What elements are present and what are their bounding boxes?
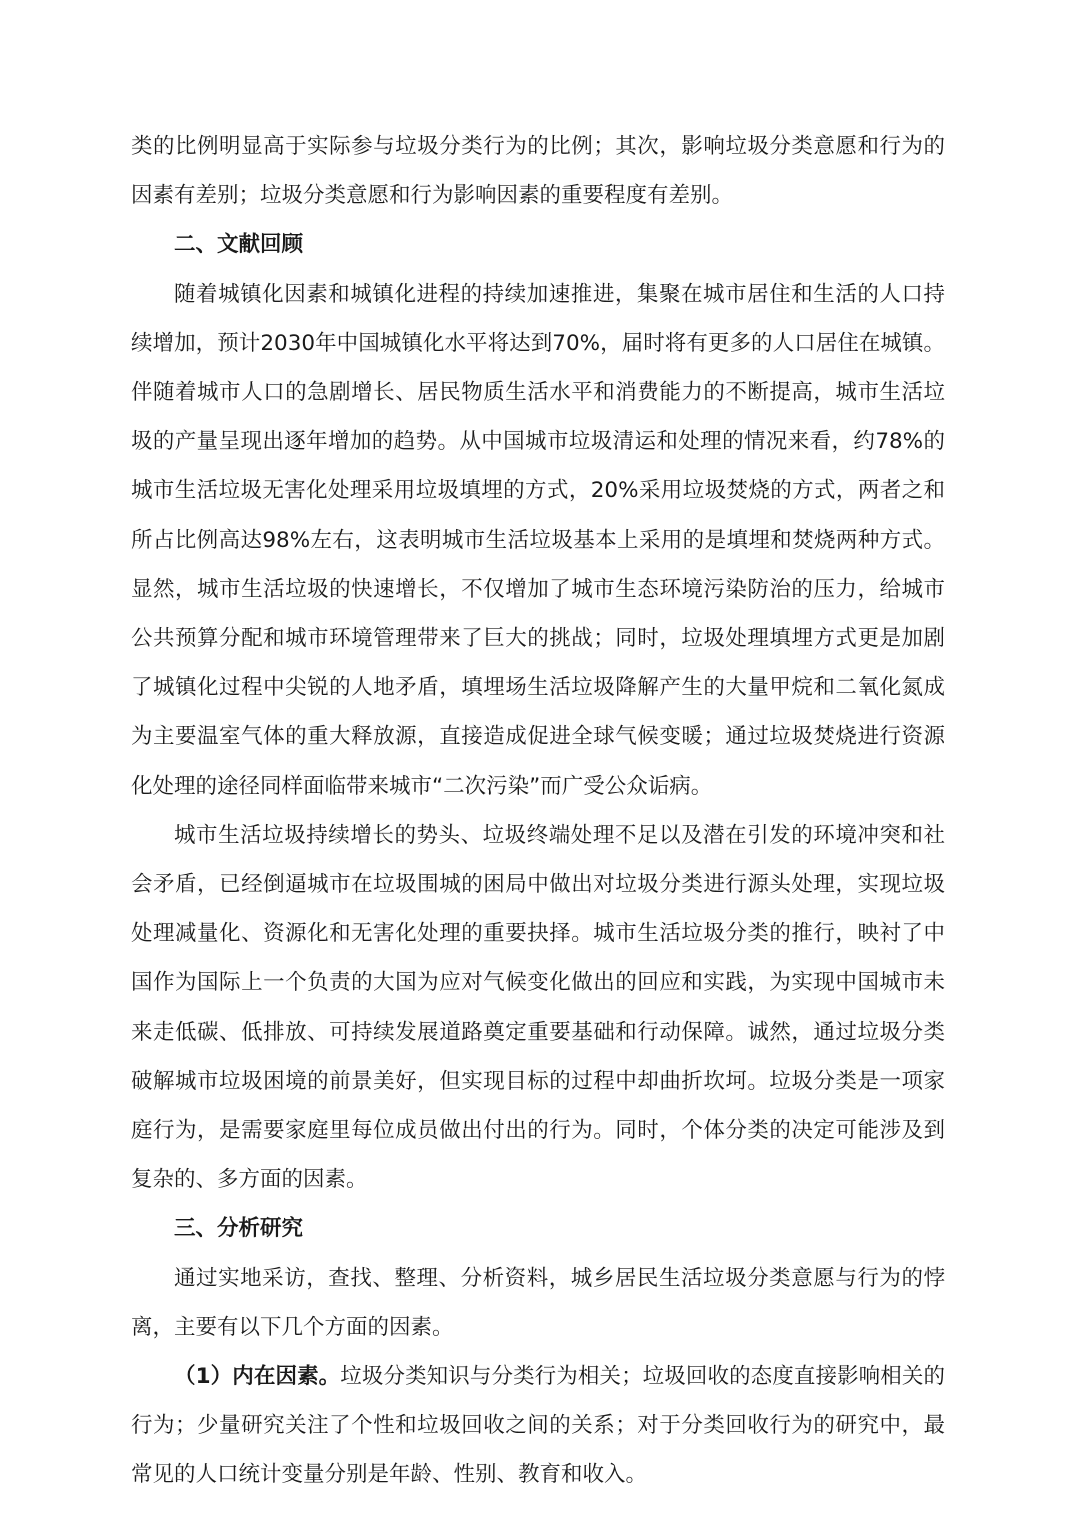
document-body <box>131 122 945 1500</box>
paragraph-internal-factors <box>131 1352 945 1500</box>
paragraph-continued: 类的比例明显高于实际参与垃圾分类行为的比例；其次，影响垃圾分类意愿和行为的因素有差别；垃圾分类意愿和行为影响因素的重要程度有差别。 <box>131 134 945 209</box>
internal-factors-lead: （1）内在因素。 <box>174 1364 341 1390</box>
internal-factors-text: 垃圾分类知识与分类行为相关；垃圾回收的态度直接影响相关的行为；少量研究关注了个性和垃圾回收之间的关系；对于分类回收行为的研究中，最常见的人口统计变量分别是年龄、性别、教育和收入。 <box>131 1364 945 1488</box>
paragraph-garbage-classification: 城市生活垃圾持续增长的势头、垃圾终端处理不足以及潜在引发的环境冲突和社会矛盾，已经倒逼城市在垃圾围城的困局中做出对垃圾分类进行源头处理，实现垃圾处理减量化、资源化和无害化处理的重要抉择。城市生活垃圾分类的推行，映衬了中国作为国际上一个负责的大国为应对气候变化做出的回应和实践，为实现中国城市未来走低碳、低排放、可持续发展道路奠定重要基础和行动保障。诚然，通过垃圾分类破解城市垃圾困境的前景美好，但实现目标的过程中却曲折坎坷。垃圾分类是一项家庭行为，是需要家庭里每位成员做出付出的行为。同时，个体分类的决定可能涉及到复杂的、多方面的因素。 <box>131 822 945 1193</box>
section-heading-analysis: 三、分析研究 <box>174 1216 304 1242</box>
paragraph-urbanization: 随着城镇化因素和城镇化进程的持续加速推进，集聚在城市居住和生活的人口持续增加，预计2030年中国城镇化水平将达到70%，届时将有更多的人口居住在城镇。伴随着城市人口的急剧增长、居民物质生活水平和消费能力的不断提高，城市生活垃圾的产量呈现出逐年增加的趋势。从中国城市垃圾清运和处理的情况来看，约78%的城市生活垃圾无害化处理采用垃圾填埋的方式，20%采用垃圾焚烧的方式，两者之和所占比例高达98%左右，这表明城市生活垃圾基本上采用的是填埋和焚烧两种方式。显然，城市生活垃圾的快速增长，不仅增加了城市生态环境污染防治的压力，给城市公共预算分配和城市环境管理带来了巨大的挑战；同时，垃圾处理填埋方式更是加剧了城镇化过程中尖锐的人地矛盾，填埋场生活垃圾降解产生的大量甲烷和二氧化氮成为主要温室气体的重大释放源，直接造成促进全球气候变暖；通过垃圾焚烧进行资源化处理的途径同样面临带来城市“二次污染”而广受公众诟病。 <box>131 281 945 799</box>
paragraph-analysis-intro: 通过实地采访，查找、整理、分析资料，城乡居民生活垃圾分类意愿与行为的悖离，主要有以下几个方面的因素。 <box>131 1265 945 1340</box>
section-heading-literature-review: 二、文献回顾 <box>174 232 304 258</box>
